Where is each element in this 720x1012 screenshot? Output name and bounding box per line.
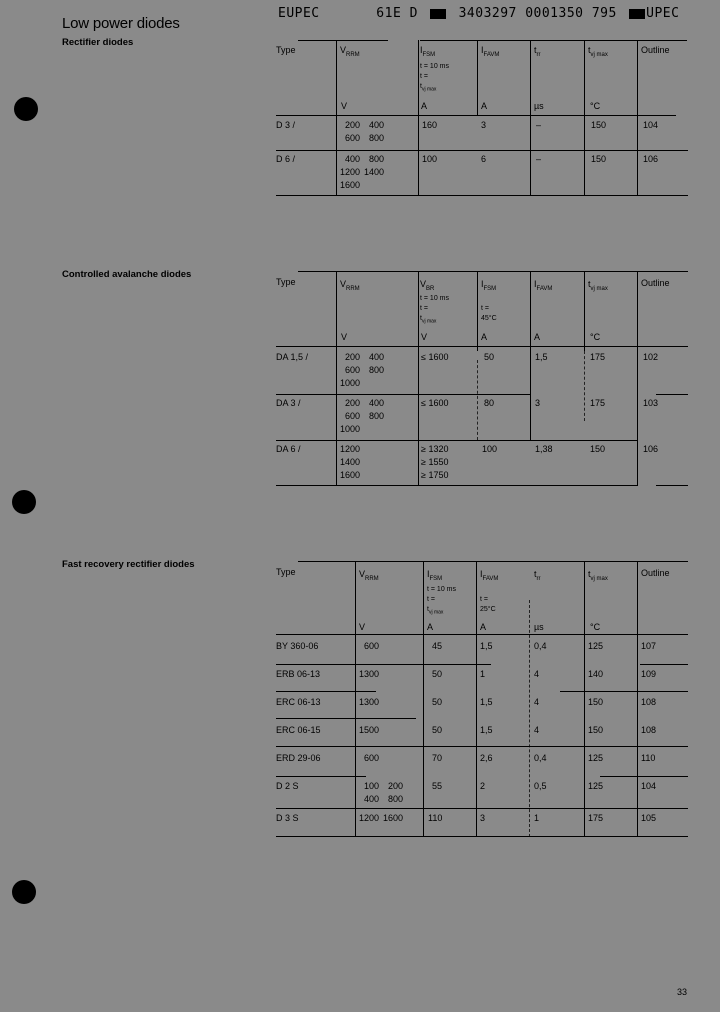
unit-a: A [480,622,487,632]
cell-outline: 107 [641,641,657,651]
unit-a: A [421,101,428,111]
cell-voltage: 600 [364,753,380,763]
cell-voltage: 800 [369,411,385,421]
cell-tvj: 125 [588,641,604,651]
unit-a: A [534,332,541,342]
page-title: Low power diodes [62,15,180,32]
cell-ifsm: 55 [432,781,443,791]
cell-ifav: 1,38 [535,444,553,454]
unit-a: A [481,101,488,111]
unit-v: V [421,332,428,342]
header-trr: $t_{rr}$ [534,45,541,58]
cell-ifav: 1 [480,669,486,679]
cell-ifav: 2,6 [480,753,493,763]
unit-c: °C [590,101,601,111]
cell-type: ERB 06-13 [276,669,321,679]
header-type: Type [276,277,296,287]
header-ifsm-condition: t = 10 ms [427,586,456,593]
cell-ifav: 1,5 [535,352,548,362]
cell-ifsm: 50 [432,669,443,679]
cell-tvj: 175 [588,813,604,823]
manufacturer-code-right: UPEC [646,6,680,21]
cell-trr: 4 [534,725,540,735]
cell-tvj: 150 [591,120,607,130]
cell-trr: – [536,120,542,130]
unit-us: µs [534,101,544,111]
cell-type: DA 1,5 / [276,352,309,362]
cell-tvj: 175 [590,398,606,408]
cell-tvj: 150 [590,444,606,454]
binder-hole [12,490,36,514]
header-ifsm-condition: t = [420,73,428,80]
header-ifsm: $I_{FSM}$ [427,569,443,582]
cell-voltage: 800 [369,365,385,375]
header-ifav: $I_{FAVM}$ [534,279,553,292]
marker-block [430,9,446,19]
cell-ifav: 1,5 [480,697,493,707]
cell-voltage: 1400 [364,167,385,177]
cell-voltage: 600 [345,411,361,421]
header-vbr-condition: t = 10 ms [420,295,449,302]
cell-outline: 105 [641,813,657,823]
header-outline: Outline [641,568,670,578]
cell-vbr: ≥ 1750 [421,470,449,480]
cell-voltage: 1200 [359,813,380,823]
cell-type: ERD 29-06 [276,753,321,763]
cell-ifsm: 110 [428,813,443,823]
header-trr: $t_{rr}$ [534,569,541,582]
header-tvj: $t_{vj max}$ [588,569,608,582]
cell-ifav: 1,5 [480,725,493,735]
cell-type: BY 360-06 [276,641,319,651]
cell-voltage: 800 [369,154,385,164]
cell-trr: 1 [534,813,540,823]
header-ifsm: $I_{FSM}$ [481,279,497,292]
cell-voltage: 1600 [340,470,361,480]
header-ifav-condition: t = [480,596,488,603]
cell-ifsm: 50 [432,697,443,707]
cell-voltage: 400 [364,794,380,804]
cell-voltage: 400 [369,352,385,362]
page-number: 33 [677,987,688,997]
unit-us: µs [534,622,544,632]
cell-type: D 6 / [276,154,296,164]
cell-tvj: 125 [588,753,604,763]
header-type: Type [276,45,296,55]
unit-v: V [341,332,348,342]
cell-ifav: 6 [481,154,487,164]
cell-voltage: 400 [369,398,385,408]
cell-voltage: 1500 [359,725,380,735]
cell-tvj: 175 [590,352,606,362]
section-title-fast-recovery: Fast recovery rectifier diodes [62,559,195,570]
cell-voltage: 600 [345,133,361,143]
cell-vbr: ≤ 1600 [421,398,449,408]
header-ifsm-condition: t = [427,596,435,603]
header-ifsm-condition: t = 10 ms [420,63,449,70]
cell-voltage: 400 [345,154,361,164]
cell-trr: 0,4 [534,753,547,763]
cell-outline: 102 [643,352,659,362]
cell-ifsm: 100 [422,154,438,164]
cell-outline: 108 [641,697,657,707]
cell-ifav: 1,5 [480,641,493,651]
header-vbr-condition: $t_{vj max}$ [420,315,437,325]
cell-type: D 2 S [276,781,299,791]
binder-hole [12,880,36,904]
cell-voltage: 200 [345,398,361,408]
cell-tvj: 150 [591,154,607,164]
cell-tvj: 150 [588,697,604,707]
cell-voltage: 100 [364,781,380,791]
cell-voltage: 200 [345,120,361,130]
header-ifav: $I_{FAVM}$ [480,569,499,582]
unit-c: °C [590,622,601,632]
cell-ifav: 3 [535,398,541,408]
unit-a: A [481,332,488,342]
header-vrrm: $V_{RRM}$ [359,569,379,582]
header-ifsm-condition: t = [481,305,489,312]
cell-type: ERC 06-15 [276,725,321,735]
cell-outline: 110 [641,753,656,763]
cell-vbr: ≤ 1600 [421,352,449,362]
cell-ifsm: 45 [432,641,443,651]
cell-voltage: 1000 [340,424,361,434]
document-code [278,6,679,21]
header-ifav-condition: 25°C [480,606,496,613]
header-vbr-condition: t = [420,305,428,312]
cell-voltage: 1600 [340,180,361,190]
cell-trr: – [536,154,542,164]
header-outline: Outline [641,278,670,288]
cell-type: DA 3 / [276,398,301,408]
unit-c: °C [590,332,601,342]
header-tvj: $t_{vj max}$ [588,279,608,292]
cell-voltage: 1600 [383,813,404,823]
section-title-rectifier: Rectifier diodes [62,37,134,48]
cell-voltage: 1300 [359,669,380,679]
marker-block [629,9,645,19]
cell-voltage: 800 [388,794,404,804]
cell-vbr: ≥ 1320 [421,444,449,454]
cell-voltage: 200 [345,352,361,362]
unit-v: V [359,622,366,632]
cell-outline: 104 [641,781,657,791]
cell-ifsm: 80 [484,398,495,408]
cell-vbr: ≥ 1550 [421,457,449,467]
cell-ifsm: 70 [432,753,443,763]
cell-ifsm: 50 [484,352,495,362]
header-tvj: $t_{vj max}$ [588,45,608,58]
cell-tvj: 140 [588,669,604,679]
cell-voltage: 1200 [340,167,361,177]
header-ifsm-condition: 45°C [481,315,497,322]
cell-trr: 0,4 [534,641,547,651]
section-title-avalanche: Controlled avalanche diodes [62,269,192,280]
cell-ifsm: 160 [422,120,438,130]
cell-ifav: 2 [480,781,486,791]
header-ifav: $I_{FAVM}$ [481,45,500,58]
cell-voltage: 600 [345,365,361,375]
cell-type: D 3 S [276,813,299,823]
cell-outline: 103 [643,398,659,408]
cell-ifsm: 100 [482,444,498,454]
cell-tvj: 125 [588,781,604,791]
header-vbr: $V_{BR}$ [420,279,435,292]
manufacturer-code: EUPEC [278,6,320,21]
cell-voltage: 400 [369,120,385,130]
cell-voltage: 600 [364,641,380,651]
cell-ifsm: 50 [432,725,443,735]
cell-voltage: 1400 [340,457,361,467]
cell-voltage: 1300 [359,697,380,707]
cell-outline: 109 [641,669,657,679]
cell-voltage: 1200 [340,444,361,454]
cell-outline: 106 [643,444,659,454]
cell-trr: 4 [534,669,540,679]
catalog-code: 61E D [376,6,418,21]
cell-trr: 0,5 [534,781,547,791]
header-ifsm: $I_{FSM}$ [420,45,436,58]
cell-tvj: 150 [588,725,604,735]
cell-outline: 104 [643,120,659,130]
cell-voltage: 200 [388,781,404,791]
cell-ifav: 3 [480,813,486,823]
unit-a: A [427,622,434,632]
unit-v: V [341,101,348,111]
header-type: Type [276,567,296,577]
header-vrrm: $V_{RRM}$ [340,279,360,292]
cell-type: ERC 06-13 [276,697,321,707]
cell-type: DA 6 / [276,444,301,454]
cell-voltage: 800 [369,133,385,143]
header-ifsm-condition: $t_{vj max}$ [420,83,437,93]
header-outline: Outline [641,45,670,55]
cell-trr: 4 [534,697,540,707]
catalog-numbers: 3403297 0001350 795 [458,6,617,21]
cell-voltage: 1000 [340,378,361,388]
header-ifsm-condition: $t_{vj max}$ [427,606,444,616]
cell-ifav: 3 [481,120,487,130]
binder-hole [14,97,38,121]
cell-outline: 108 [641,725,657,735]
cell-type: D 3 / [276,120,296,130]
cell-outline: 106 [643,154,659,164]
header-vrrm: $V_{RRM}$ [340,45,360,58]
